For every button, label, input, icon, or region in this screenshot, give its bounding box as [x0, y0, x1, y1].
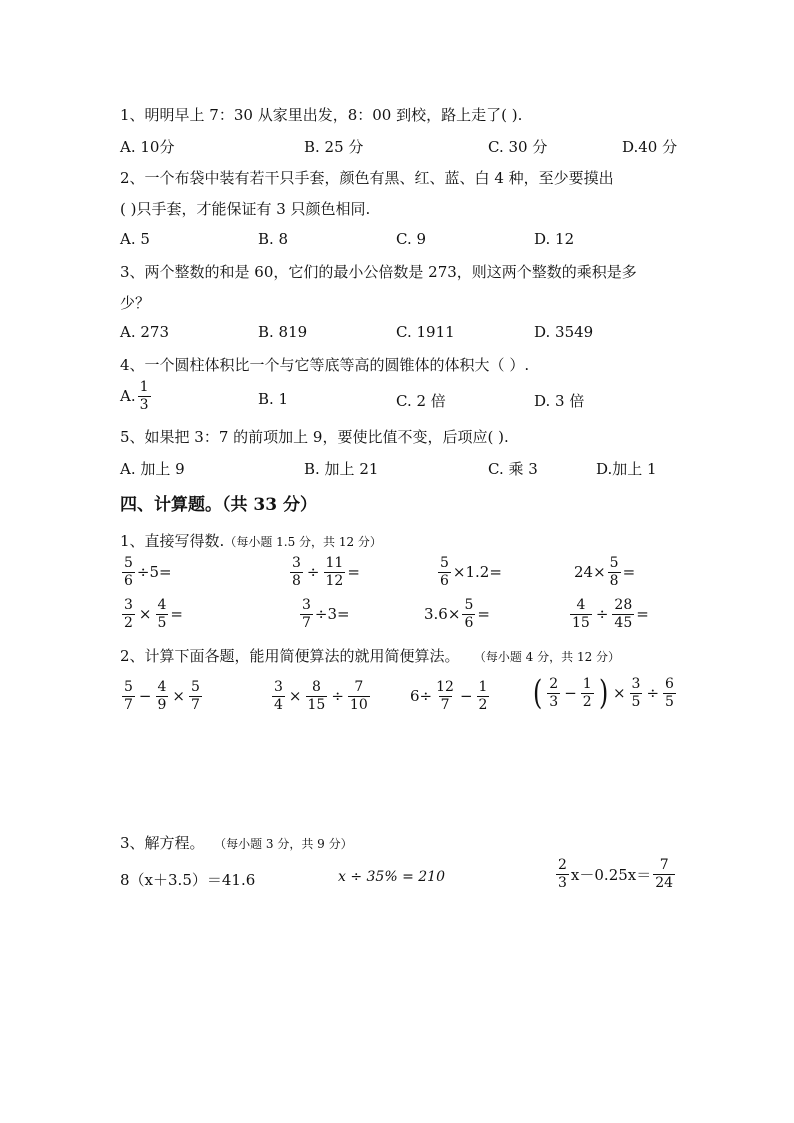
simplify-expr-2: [270, 680, 372, 712]
operator: ×: [138, 605, 152, 624]
simplify-expr-4: [530, 673, 678, 713]
equals-sign: =: [170, 605, 183, 624]
fraction: [156, 680, 169, 712]
expr-rest: ×1.2=: [452, 563, 502, 582]
q5-option-b: B. 加上 21: [304, 460, 379, 478]
denominator: 2: [124, 614, 133, 631]
fraction: [122, 556, 135, 588]
q5-option-a: A. 加上 9: [120, 460, 185, 478]
fraction: [272, 680, 285, 712]
q4-option-a-fraction: [138, 380, 151, 412]
direct-expr-6: [298, 598, 350, 630]
numerator: 7: [659, 857, 669, 873]
numerator: 1: [139, 379, 149, 395]
operator: ÷: [646, 684, 660, 702]
expr-rest: ÷3=: [314, 605, 350, 624]
operator: ×: [172, 687, 185, 706]
direct-expr-1: [120, 556, 172, 588]
denominator: 7: [302, 614, 311, 631]
numerator: 12: [436, 679, 454, 695]
numerator: 1: [582, 675, 592, 692]
numerator: 5: [124, 555, 133, 571]
q4-option-b: B. 1: [258, 390, 289, 408]
question-4: 4、一个圆柱体积比一个与它等底等高的圆锥体的体积大（ ）.: [120, 356, 530, 374]
q1-option-d: D.40 分: [622, 138, 678, 156]
operator: ÷: [595, 605, 609, 624]
q4-option-a-prefix: A.: [120, 387, 136, 406]
q1-option-c: C. 30 分: [488, 138, 548, 156]
fraction: [156, 598, 169, 630]
question-3: 3、两个整数的和是 60，它们的最小公倍数是 273，则这两个整数的乘积是多: [120, 263, 637, 281]
denominator: 4: [274, 696, 283, 713]
denominator: 12: [325, 572, 344, 589]
section-4-title: 四、计算题。（共 33 分）: [120, 495, 317, 515]
q4-option-a: [120, 380, 153, 412]
question-1: 1、明明早上 7：30 从家里出发，8：00 到校，路上走了( ).: [120, 106, 523, 124]
part-2-note: （每小题 4 分，共 12 分）: [473, 650, 621, 664]
equation-2: x ÷ 35% = 210: [338, 869, 445, 885]
q5-option-c: C. 乘 3: [488, 460, 538, 478]
numerator: 28: [614, 597, 633, 613]
right-parenthesis: ): [598, 673, 608, 713]
equals-sign: =: [477, 605, 490, 624]
denominator: 24: [655, 874, 674, 891]
numerator: 2: [558, 857, 567, 873]
equals-sign: =: [347, 563, 360, 582]
numerator: 8: [311, 679, 321, 695]
expr-prefix: 6÷: [410, 687, 433, 706]
denominator: 7: [124, 696, 133, 713]
denominator: 3: [549, 693, 559, 710]
fraction: [630, 677, 643, 709]
part-3-title: 3、解方程。: [120, 834, 205, 852]
numerator: 5: [464, 597, 474, 613]
question-2-cont: ( )只手套，才能保证有 3 只颜色相同.: [120, 200, 371, 218]
q1-option-a: A. 10分: [120, 138, 175, 156]
numerator: 11: [325, 555, 344, 571]
direct-expr-8: [568, 598, 649, 630]
part-1-note: （每小题 1.5 分，共 12 分）: [224, 535, 382, 549]
operator: −: [564, 684, 577, 702]
expr-prefix: 3.6×: [424, 605, 461, 624]
operator: ÷: [306, 563, 320, 582]
fraction: [122, 598, 135, 630]
numerator: 3: [292, 555, 301, 571]
numerator: 5: [609, 555, 619, 571]
part-1-heading: [120, 530, 382, 551]
fraction: [477, 680, 490, 712]
fraction: [570, 598, 592, 630]
fraction: [612, 598, 634, 630]
equals-sign: =: [636, 605, 649, 624]
denominator: 10: [349, 696, 368, 713]
q5-option-d: D.加上 1: [596, 460, 657, 478]
denominator: 9: [157, 696, 167, 713]
direct-expr-5: [120, 598, 183, 630]
q4-option-d: D. 3 倍: [534, 392, 585, 410]
denominator: 15: [572, 614, 590, 631]
operator: −: [459, 687, 473, 706]
numerator: 3: [631, 675, 641, 692]
denominator: 7: [440, 696, 450, 713]
fraction: [189, 680, 202, 712]
operator: ×: [288, 687, 302, 706]
numerator: 5: [191, 679, 200, 695]
denominator: 2: [478, 696, 488, 713]
question-2: 2、一个布袋中装有若干只手套，颜色有黑、红、蓝、白 4 种，至少要摸出: [120, 169, 614, 187]
fraction: [324, 556, 346, 588]
fraction: [438, 556, 451, 588]
denominator: 6: [124, 572, 133, 589]
direct-expr-3: [436, 556, 502, 588]
numerator: 3: [124, 597, 133, 613]
operator: −: [138, 687, 152, 706]
q1-option-b: B. 25 分: [304, 138, 364, 156]
part-1-title: 1、直接写得数.: [120, 532, 225, 550]
denominator: 5: [157, 614, 167, 631]
fraction: [434, 680, 456, 712]
simplify-expr-3: [410, 680, 491, 712]
fraction: [556, 858, 569, 890]
expr-rest: ÷5=: [136, 563, 172, 582]
question-5: 5、如果把 3：7 的前项加上 9，要使比值不变，后项应( ).: [120, 428, 509, 446]
q3-option-d: D. 3549: [534, 323, 594, 341]
numerator: 3: [302, 597, 311, 613]
numerator: 3: [274, 679, 283, 695]
denominator: 5: [631, 693, 641, 710]
denominator: 6: [464, 614, 474, 631]
fraction: [663, 677, 676, 709]
q3-option-b: B. 819: [258, 323, 308, 341]
part-2-heading: [120, 645, 620, 666]
fraction: [608, 556, 621, 588]
fraction: [547, 677, 560, 709]
fraction: [653, 858, 675, 890]
numerator: 7: [354, 679, 364, 695]
part-3-note: （每小题 3 分，共 9 分）: [214, 837, 353, 851]
denominator: 8: [292, 572, 301, 589]
fraction: [306, 680, 328, 712]
fraction: [290, 556, 303, 588]
denominator: 5: [665, 693, 674, 710]
numerator: 2: [549, 675, 559, 692]
numerator: 6: [665, 675, 674, 692]
direct-expr-7: [424, 598, 490, 630]
equals-sign: =: [622, 563, 636, 582]
q2-option-a: A. 5: [120, 230, 150, 248]
left-parenthesis: (: [532, 673, 543, 713]
denominator: 2: [582, 693, 592, 710]
equation-middle: x－0.25x＝: [570, 865, 652, 884]
numerator: 4: [157, 679, 167, 695]
numerator: 5: [124, 679, 133, 695]
denominator: 45: [614, 614, 633, 631]
q2-option-c: C. 9: [396, 230, 427, 248]
fraction: [122, 680, 135, 712]
q2-option-b: B. 8: [258, 230, 289, 248]
expr-prefix: 24×: [574, 563, 606, 582]
fraction: [348, 680, 370, 712]
denominator: 8: [609, 572, 619, 589]
q2-option-d: D. 12: [534, 230, 575, 248]
denominator: 6: [440, 572, 449, 589]
denominator: 3: [139, 396, 149, 413]
q3-option-c: C. 1911: [396, 323, 455, 341]
q4-option-c: C. 2 倍: [396, 392, 446, 410]
fraction: [581, 677, 594, 709]
part-2-title: 2、计算下面各题，能用简便算法的就用简便算法。: [120, 647, 460, 665]
numerator: 5: [440, 555, 449, 571]
q3-option-a: A. 273: [120, 323, 169, 341]
denominator: 15: [307, 696, 326, 713]
operator: ÷: [331, 687, 344, 706]
equation-3: [554, 858, 677, 890]
equation-1: 8（x＋3.5）＝41.6: [120, 871, 256, 889]
operator: ×: [612, 684, 626, 702]
denominator: 7: [191, 696, 200, 713]
denominator: 3: [558, 874, 567, 891]
direct-expr-4: [574, 556, 635, 588]
fraction: [462, 598, 475, 630]
numerator: 4: [157, 597, 167, 613]
direct-expr-2: [288, 556, 360, 588]
simplify-expr-1: [120, 680, 204, 712]
numerator: 1: [478, 679, 488, 695]
fraction: [300, 598, 313, 630]
part-3-heading: [120, 832, 353, 853]
numerator: 4: [576, 597, 586, 613]
question-3-cont: 少？: [120, 294, 151, 312]
